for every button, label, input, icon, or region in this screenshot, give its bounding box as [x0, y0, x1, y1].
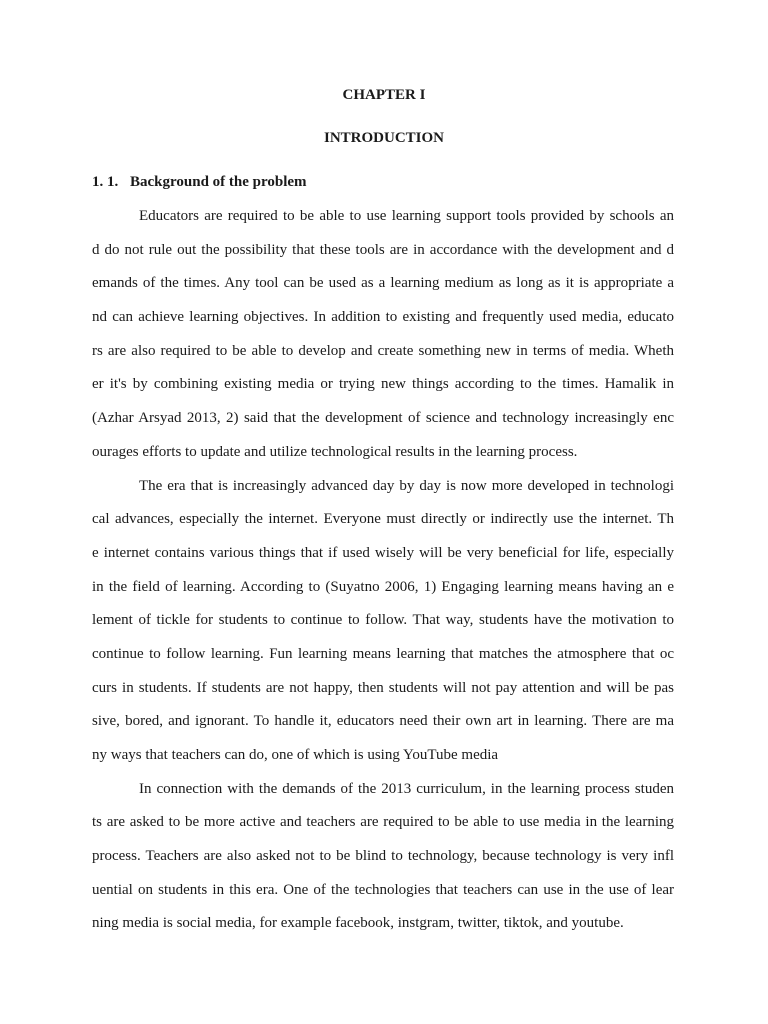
text-line: sive, bored, and ignorant. To handle it, educators need their own art in learning. There are ma — [92, 713, 674, 730]
text-line: er it's by combining existing media or trying new things according to the times. Hamalik in — [92, 376, 674, 393]
text-line: ning media is social media, for example facebook, instgram, twitter, tiktok, and youtube. — [92, 915, 624, 932]
section-title: Background of the problem — [130, 174, 307, 190]
section-heading — [92, 174, 307, 191]
text-line: ourages efforts to update and utilize technological results in the learning process. — [92, 443, 578, 460]
text-line: emands of the times. Any tool can be used as a learning medium as long as it is appropriate a — [92, 275, 674, 292]
text-line: ts are asked to be more active and teachers are required to be able to use media in the learning — [92, 814, 674, 831]
text-line: cal advances, especially the internet. Everyone must directly or indirectly use the internet. Th — [92, 511, 674, 528]
text-line: rs are also required to be able to develop and create something new in terms of media. Wheth — [92, 342, 674, 359]
text-line: Educators are required to be able to use learning support tools provided by schools an — [139, 208, 674, 224]
text-line: (Azhar Arsyad 2013, 2) said that the development of science and technology increasingly enc — [92, 410, 674, 427]
text-line: d do not rule out the possibility that these tools are in accordance with the development and d — [92, 241, 674, 258]
chapter-heading: CHAPTER I — [342, 87, 426, 103]
text-line: In connection with the demands of the 2013 curriculum, in the learning process studen — [139, 780, 674, 797]
text-line: nd can achieve learning objectives. In addition to existing and frequently used media, educato — [92, 309, 674, 326]
text-line: The era that is increasingly advanced day by day is now more developed in technologi — [139, 477, 674, 494]
text-line: lement of tickle for students to continue to follow. That way, students have the motivation to — [92, 612, 674, 629]
text-line: ny ways that teachers can do, one of which is using YouTube media — [92, 747, 499, 763]
text-line: e internet contains various things that if used wisely will be very beneficial for life, especially — [92, 544, 674, 561]
text-line: continue to follow learning. Fun learning means learning that matches the atmosphere that oc — [92, 645, 674, 662]
body-text — [92, 206, 674, 947]
text-line: in the field of learning. According to (Suyatno 2006, 1) Engaging learning means having an e — [92, 578, 674, 595]
section-number: 1. 1. — [92, 174, 119, 190]
chapter-title: INTRODUCTION — [323, 130, 444, 146]
text-line: process. Teachers are also asked not to be blind to technology, because technology is very infl — [92, 848, 674, 865]
text-line: uential on students in this era. One of the technologies that teachers can use in the use of lear — [92, 881, 674, 898]
text-line: curs in students. If students are not happy, then students will not pay attention and will be pas — [92, 679, 674, 696]
